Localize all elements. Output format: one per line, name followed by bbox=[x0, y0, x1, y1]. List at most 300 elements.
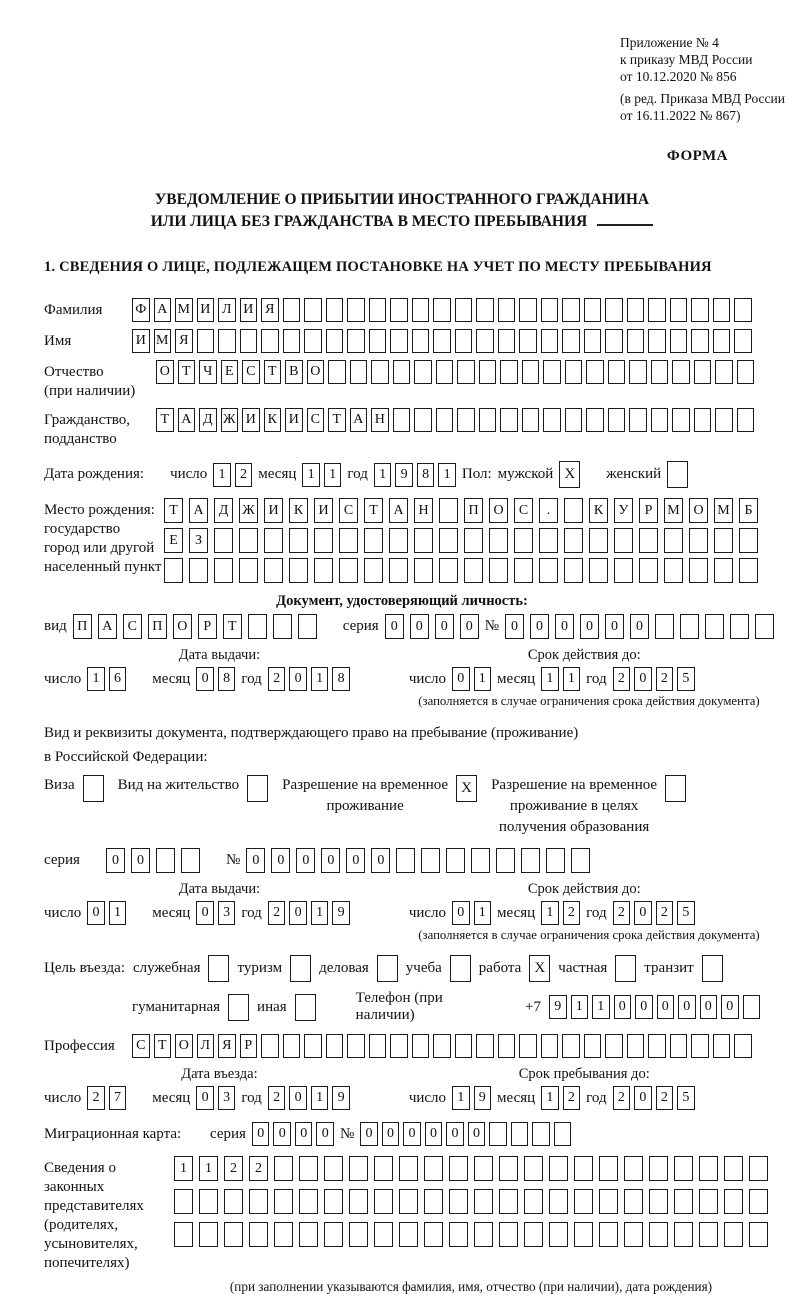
char-cell[interactable]: О bbox=[173, 614, 192, 639]
representatives-cells-row2[interactable] bbox=[174, 1189, 768, 1214]
char-cell[interactable] bbox=[519, 298, 537, 322]
char-cell[interactable]: 0 bbox=[630, 614, 649, 639]
birth-place-cells-row1[interactable] bbox=[164, 498, 758, 523]
char-cell[interactable] bbox=[599, 1156, 618, 1181]
char-cell[interactable]: Я bbox=[261, 298, 279, 322]
char-cell[interactable]: Л bbox=[218, 298, 236, 322]
char-cell[interactable]: 1 bbox=[324, 463, 342, 487]
char-cell[interactable]: 1 bbox=[474, 901, 492, 925]
char-cell[interactable] bbox=[439, 528, 458, 553]
char-cell[interactable]: 0 bbox=[678, 995, 696, 1019]
char-cell[interactable]: А bbox=[189, 498, 208, 523]
char-cell[interactable]: Е bbox=[164, 528, 183, 553]
char-cell[interactable] bbox=[672, 360, 690, 384]
birth-place-cells-row3[interactable] bbox=[164, 558, 758, 583]
char-cell[interactable]: А bbox=[350, 408, 368, 432]
char-cell[interactable] bbox=[393, 360, 411, 384]
char-cell[interactable]: 1 bbox=[474, 667, 492, 691]
char-cell[interactable] bbox=[739, 558, 758, 583]
char-cell[interactable] bbox=[433, 1034, 451, 1058]
char-cell[interactable]: Б bbox=[739, 498, 758, 523]
char-cell[interactable]: 0 bbox=[360, 1122, 378, 1146]
char-cell[interactable]: 1 bbox=[592, 995, 610, 1019]
identity-kind-cells[interactable] bbox=[73, 614, 317, 639]
char-cell[interactable] bbox=[349, 1222, 368, 1247]
char-cell[interactable]: В bbox=[285, 360, 303, 384]
checkbox-purpose-work[interactable]: X bbox=[529, 955, 550, 982]
char-cell[interactable]: 0 bbox=[385, 614, 404, 639]
char-cell[interactable] bbox=[524, 1222, 543, 1247]
char-cell[interactable]: 2 bbox=[613, 667, 631, 691]
birth-month-cells[interactable] bbox=[302, 463, 341, 487]
char-cell[interactable]: 1 bbox=[311, 901, 329, 925]
char-cell[interactable]: 2 bbox=[656, 667, 674, 691]
char-cell[interactable] bbox=[197, 329, 215, 353]
identity-series-cells[interactable] bbox=[385, 614, 479, 639]
citizenship-cells[interactable] bbox=[156, 408, 754, 432]
char-cell[interactable]: 0 bbox=[371, 848, 390, 873]
char-cell[interactable]: М bbox=[175, 298, 193, 322]
char-cell[interactable]: Ж bbox=[239, 498, 258, 523]
checkbox-residence-permit[interactable] bbox=[247, 775, 268, 802]
char-cell[interactable] bbox=[689, 558, 708, 583]
char-cell[interactable]: 0 bbox=[273, 1122, 291, 1146]
char-cell[interactable] bbox=[565, 360, 583, 384]
char-cell[interactable]: Т bbox=[364, 498, 383, 523]
char-cell[interactable] bbox=[457, 408, 475, 432]
char-cell[interactable]: 2 bbox=[613, 901, 631, 925]
char-cell[interactable] bbox=[371, 360, 389, 384]
char-cell[interactable] bbox=[224, 1189, 243, 1214]
char-cell[interactable] bbox=[539, 528, 558, 553]
char-cell[interactable]: К bbox=[264, 408, 282, 432]
char-cell[interactable] bbox=[339, 528, 358, 553]
char-cell[interactable] bbox=[289, 528, 308, 553]
identity-number-cells[interactable] bbox=[505, 614, 774, 639]
char-cell[interactable] bbox=[274, 1156, 293, 1181]
char-cell[interactable] bbox=[691, 1034, 709, 1058]
char-cell[interactable] bbox=[511, 1122, 529, 1146]
char-cell[interactable]: 9 bbox=[332, 1086, 350, 1110]
char-cell[interactable] bbox=[479, 408, 497, 432]
char-cell[interactable] bbox=[546, 848, 565, 873]
char-cell[interactable] bbox=[564, 528, 583, 553]
char-cell[interactable] bbox=[326, 329, 344, 353]
char-cell[interactable]: У bbox=[614, 498, 633, 523]
char-cell[interactable] bbox=[412, 298, 430, 322]
char-cell[interactable] bbox=[521, 848, 540, 873]
char-cell[interactable] bbox=[562, 329, 580, 353]
char-cell[interactable] bbox=[549, 1189, 568, 1214]
char-cell[interactable] bbox=[749, 1222, 768, 1247]
char-cell[interactable] bbox=[390, 298, 408, 322]
char-cell[interactable]: 0 bbox=[555, 614, 574, 639]
char-cell[interactable] bbox=[691, 298, 709, 322]
char-cell[interactable] bbox=[649, 1156, 668, 1181]
char-cell[interactable] bbox=[349, 1156, 368, 1181]
char-cell[interactable] bbox=[347, 298, 365, 322]
char-cell[interactable]: М bbox=[154, 329, 172, 353]
char-cell[interactable] bbox=[605, 1034, 623, 1058]
stay-year-cells[interactable] bbox=[613, 1086, 695, 1110]
char-cell[interactable]: И bbox=[242, 408, 260, 432]
char-cell[interactable]: 0 bbox=[452, 667, 470, 691]
char-cell[interactable] bbox=[715, 360, 733, 384]
representatives-cells-row1[interactable] bbox=[174, 1156, 768, 1181]
char-cell[interactable] bbox=[314, 558, 333, 583]
char-cell[interactable]: 3 bbox=[218, 1086, 236, 1110]
char-cell[interactable] bbox=[489, 528, 508, 553]
char-cell[interactable] bbox=[734, 298, 752, 322]
char-cell[interactable] bbox=[189, 558, 208, 583]
char-cell[interactable] bbox=[691, 329, 709, 353]
char-cell[interactable] bbox=[737, 408, 755, 432]
char-cell[interactable] bbox=[499, 1222, 518, 1247]
char-cell[interactable] bbox=[564, 558, 583, 583]
char-cell[interactable] bbox=[524, 1156, 543, 1181]
char-cell[interactable]: 0 bbox=[614, 995, 632, 1019]
char-cell[interactable]: 0 bbox=[403, 1122, 421, 1146]
char-cell[interactable] bbox=[574, 1189, 593, 1214]
char-cell[interactable] bbox=[608, 408, 626, 432]
char-cell[interactable]: И bbox=[264, 498, 283, 523]
char-cell[interactable]: И bbox=[240, 298, 258, 322]
char-cell[interactable] bbox=[496, 848, 515, 873]
char-cell[interactable]: . bbox=[539, 498, 558, 523]
char-cell[interactable] bbox=[522, 360, 540, 384]
char-cell[interactable]: О bbox=[175, 1034, 193, 1058]
checkbox-purpose-other[interactable] bbox=[295, 994, 316, 1021]
char-cell[interactable]: 2 bbox=[656, 901, 674, 925]
char-cell[interactable] bbox=[734, 329, 752, 353]
char-cell[interactable]: 1 bbox=[541, 1086, 559, 1110]
surname-cells[interactable] bbox=[132, 298, 752, 322]
char-cell[interactable] bbox=[562, 1034, 580, 1058]
char-cell[interactable]: 0 bbox=[460, 614, 479, 639]
char-cell[interactable]: А bbox=[98, 614, 117, 639]
char-cell[interactable] bbox=[724, 1189, 743, 1214]
char-cell[interactable] bbox=[571, 848, 590, 873]
char-cell[interactable] bbox=[464, 528, 483, 553]
char-cell[interactable] bbox=[239, 528, 258, 553]
char-cell[interactable]: И bbox=[285, 408, 303, 432]
char-cell[interactable]: 0 bbox=[246, 848, 265, 873]
char-cell[interactable] bbox=[714, 528, 733, 553]
char-cell[interactable] bbox=[328, 360, 346, 384]
char-cell[interactable] bbox=[713, 329, 731, 353]
char-cell[interactable]: Т bbox=[328, 408, 346, 432]
char-cell[interactable] bbox=[562, 298, 580, 322]
char-cell[interactable] bbox=[749, 1189, 768, 1214]
char-cell[interactable]: Е bbox=[221, 360, 239, 384]
char-cell[interactable] bbox=[549, 1222, 568, 1247]
char-cell[interactable] bbox=[694, 408, 712, 432]
char-cell[interactable] bbox=[181, 848, 200, 873]
char-cell[interactable] bbox=[199, 1189, 218, 1214]
char-cell[interactable] bbox=[655, 614, 674, 639]
char-cell[interactable] bbox=[489, 1122, 507, 1146]
residence-valid-day-cells[interactable] bbox=[452, 901, 491, 925]
char-cell[interactable] bbox=[289, 558, 308, 583]
char-cell[interactable] bbox=[412, 329, 430, 353]
char-cell[interactable] bbox=[514, 558, 533, 583]
char-cell[interactable] bbox=[648, 329, 666, 353]
char-cell[interactable]: 9 bbox=[549, 995, 567, 1019]
char-cell[interactable]: 2 bbox=[656, 1086, 674, 1110]
char-cell[interactable] bbox=[699, 1156, 718, 1181]
char-cell[interactable] bbox=[498, 298, 516, 322]
char-cell[interactable] bbox=[240, 329, 258, 353]
char-cell[interactable]: Т bbox=[154, 1034, 172, 1058]
residence-series-cells[interactable] bbox=[106, 848, 200, 873]
char-cell[interactable] bbox=[499, 1189, 518, 1214]
stay-day-cells[interactable] bbox=[452, 1086, 491, 1110]
char-cell[interactable] bbox=[449, 1189, 468, 1214]
char-cell[interactable]: 9 bbox=[474, 1086, 492, 1110]
char-cell[interactable] bbox=[599, 1189, 618, 1214]
char-cell[interactable] bbox=[699, 1189, 718, 1214]
char-cell[interactable] bbox=[396, 848, 415, 873]
char-cell[interactable] bbox=[674, 1189, 693, 1214]
char-cell[interactable]: 3 bbox=[218, 901, 236, 925]
char-cell[interactable] bbox=[713, 1034, 731, 1058]
char-cell[interactable] bbox=[543, 408, 561, 432]
checkbox-temp-residence[interactable]: X bbox=[456, 775, 477, 802]
checkbox-temp-residence-education[interactable] bbox=[665, 775, 686, 802]
char-cell[interactable] bbox=[586, 408, 604, 432]
char-cell[interactable]: Ф bbox=[132, 298, 150, 322]
char-cell[interactable] bbox=[624, 1156, 643, 1181]
char-cell[interactable]: 0 bbox=[316, 1122, 334, 1146]
char-cell[interactable] bbox=[649, 1189, 668, 1214]
char-cell[interactable] bbox=[399, 1156, 418, 1181]
char-cell[interactable]: 8 bbox=[417, 463, 435, 487]
char-cell[interactable] bbox=[519, 329, 537, 353]
char-cell[interactable] bbox=[489, 558, 508, 583]
char-cell[interactable] bbox=[574, 1222, 593, 1247]
char-cell[interactable]: О bbox=[156, 360, 174, 384]
char-cell[interactable]: 0 bbox=[196, 901, 214, 925]
char-cell[interactable] bbox=[605, 298, 623, 322]
char-cell[interactable]: Ч bbox=[199, 360, 217, 384]
char-cell[interactable]: 0 bbox=[530, 614, 549, 639]
char-cell[interactable] bbox=[369, 298, 387, 322]
checkbox-sex-female[interactable] bbox=[667, 461, 688, 488]
char-cell[interactable] bbox=[283, 329, 301, 353]
char-cell[interactable] bbox=[714, 558, 733, 583]
char-cell[interactable] bbox=[739, 528, 758, 553]
stay-month-cells[interactable] bbox=[541, 1086, 580, 1110]
char-cell[interactable] bbox=[543, 360, 561, 384]
char-cell[interactable] bbox=[549, 1156, 568, 1181]
char-cell[interactable] bbox=[541, 329, 559, 353]
char-cell[interactable] bbox=[699, 1222, 718, 1247]
char-cell[interactable] bbox=[705, 614, 724, 639]
char-cell[interactable] bbox=[648, 298, 666, 322]
char-cell[interactable] bbox=[439, 498, 458, 523]
char-cell[interactable] bbox=[674, 1222, 693, 1247]
char-cell[interactable] bbox=[519, 1034, 537, 1058]
char-cell[interactable] bbox=[639, 558, 658, 583]
char-cell[interactable]: 2 bbox=[613, 1086, 631, 1110]
birth-day-cells[interactable] bbox=[213, 463, 252, 487]
char-cell[interactable] bbox=[614, 528, 633, 553]
char-cell[interactable]: 0 bbox=[634, 901, 652, 925]
char-cell[interactable]: Т bbox=[264, 360, 282, 384]
birth-place-cells-row2[interactable] bbox=[164, 528, 758, 553]
char-cell[interactable]: К bbox=[589, 498, 608, 523]
char-cell[interactable]: Л bbox=[197, 1034, 215, 1058]
char-cell[interactable] bbox=[164, 558, 183, 583]
char-cell[interactable] bbox=[446, 848, 465, 873]
char-cell[interactable]: 0 bbox=[452, 901, 470, 925]
char-cell[interactable]: 2 bbox=[268, 901, 286, 925]
char-cell[interactable] bbox=[464, 558, 483, 583]
char-cell[interactable] bbox=[304, 298, 322, 322]
char-cell[interactable]: 8 bbox=[218, 667, 236, 691]
char-cell[interactable]: З bbox=[189, 528, 208, 553]
char-cell[interactable]: 1 bbox=[109, 901, 127, 925]
char-cell[interactable] bbox=[474, 1156, 493, 1181]
char-cell[interactable]: Т bbox=[178, 360, 196, 384]
char-cell[interactable] bbox=[369, 1034, 387, 1058]
checkbox-purpose-private[interactable] bbox=[615, 955, 636, 982]
char-cell[interactable] bbox=[541, 1034, 559, 1058]
char-cell[interactable]: Н bbox=[371, 408, 389, 432]
char-cell[interactable] bbox=[730, 614, 749, 639]
char-cell[interactable] bbox=[449, 1222, 468, 1247]
residence-issue-year-cells[interactable] bbox=[268, 901, 350, 925]
char-cell[interactable]: 1 bbox=[87, 667, 105, 691]
char-cell[interactable]: С bbox=[132, 1034, 150, 1058]
char-cell[interactable] bbox=[248, 614, 267, 639]
char-cell[interactable] bbox=[589, 528, 608, 553]
char-cell[interactable]: О bbox=[489, 498, 508, 523]
char-cell[interactable]: 0 bbox=[634, 667, 652, 691]
char-cell[interactable]: И bbox=[314, 498, 333, 523]
char-cell[interactable] bbox=[627, 298, 645, 322]
char-cell[interactable] bbox=[670, 298, 688, 322]
char-cell[interactable] bbox=[614, 558, 633, 583]
char-cell[interactable]: 5 bbox=[677, 1086, 695, 1110]
char-cell[interactable] bbox=[326, 298, 344, 322]
char-cell[interactable]: М bbox=[664, 498, 683, 523]
patronymic-cells[interactable] bbox=[156, 360, 754, 384]
char-cell[interactable] bbox=[524, 1189, 543, 1214]
char-cell[interactable]: Р bbox=[639, 498, 658, 523]
char-cell[interactable] bbox=[283, 298, 301, 322]
char-cell[interactable]: 0 bbox=[295, 1122, 313, 1146]
char-cell[interactable] bbox=[584, 1034, 602, 1058]
char-cell[interactable] bbox=[326, 1034, 344, 1058]
char-cell[interactable]: 1 bbox=[541, 667, 559, 691]
char-cell[interactable]: С bbox=[514, 498, 533, 523]
char-cell[interactable] bbox=[713, 298, 731, 322]
char-cell[interactable] bbox=[424, 1222, 443, 1247]
char-cell[interactable] bbox=[399, 1222, 418, 1247]
char-cell[interactable]: 0 bbox=[635, 995, 653, 1019]
char-cell[interactable] bbox=[218, 329, 236, 353]
char-cell[interactable]: 1 bbox=[541, 901, 559, 925]
char-cell[interactable] bbox=[649, 1222, 668, 1247]
char-cell[interactable] bbox=[605, 329, 623, 353]
char-cell[interactable] bbox=[439, 558, 458, 583]
char-cell[interactable]: 0 bbox=[252, 1122, 270, 1146]
char-cell[interactable] bbox=[715, 408, 733, 432]
char-cell[interactable] bbox=[586, 360, 604, 384]
char-cell[interactable] bbox=[651, 408, 669, 432]
char-cell[interactable] bbox=[414, 408, 432, 432]
char-cell[interactable] bbox=[565, 408, 583, 432]
residence-issue-month-cells[interactable] bbox=[196, 901, 235, 925]
char-cell[interactable]: 1 bbox=[438, 463, 456, 487]
char-cell[interactable] bbox=[670, 1034, 688, 1058]
char-cell[interactable]: 0 bbox=[271, 848, 290, 873]
char-cell[interactable]: 0 bbox=[425, 1122, 443, 1146]
char-cell[interactable] bbox=[627, 329, 645, 353]
char-cell[interactable] bbox=[249, 1222, 268, 1247]
given-name-cells[interactable] bbox=[132, 329, 752, 353]
char-cell[interactable]: 0 bbox=[87, 901, 105, 925]
residence-valid-month-cells[interactable] bbox=[541, 901, 580, 925]
char-cell[interactable] bbox=[724, 1156, 743, 1181]
char-cell[interactable] bbox=[499, 1156, 518, 1181]
char-cell[interactable]: Д bbox=[214, 498, 233, 523]
char-cell[interactable] bbox=[314, 528, 333, 553]
char-cell[interactable] bbox=[627, 1034, 645, 1058]
char-cell[interactable]: Т bbox=[164, 498, 183, 523]
char-cell[interactable] bbox=[670, 329, 688, 353]
char-cell[interactable]: 1 bbox=[374, 463, 392, 487]
char-cell[interactable] bbox=[389, 528, 408, 553]
char-cell[interactable] bbox=[554, 1122, 572, 1146]
phone-cells[interactable] bbox=[549, 995, 760, 1019]
char-cell[interactable]: 1 bbox=[302, 463, 320, 487]
char-cell[interactable]: П bbox=[73, 614, 92, 639]
char-cell[interactable] bbox=[374, 1222, 393, 1247]
char-cell[interactable]: Д bbox=[199, 408, 217, 432]
char-cell[interactable] bbox=[414, 528, 433, 553]
char-cell[interactable]: А bbox=[178, 408, 196, 432]
char-cell[interactable] bbox=[412, 1034, 430, 1058]
char-cell[interactable] bbox=[449, 1156, 468, 1181]
char-cell[interactable] bbox=[457, 360, 475, 384]
char-cell[interactable] bbox=[433, 329, 451, 353]
char-cell[interactable] bbox=[249, 1189, 268, 1214]
char-cell[interactable] bbox=[664, 558, 683, 583]
char-cell[interactable]: 0 bbox=[410, 614, 429, 639]
char-cell[interactable]: 2 bbox=[235, 463, 253, 487]
char-cell[interactable] bbox=[629, 360, 647, 384]
char-cell[interactable]: 0 bbox=[634, 1086, 652, 1110]
char-cell[interactable]: 7 bbox=[109, 1086, 127, 1110]
char-cell[interactable]: 2 bbox=[563, 901, 581, 925]
char-cell[interactable] bbox=[298, 614, 317, 639]
char-cell[interactable]: 2 bbox=[224, 1156, 243, 1181]
char-cell[interactable] bbox=[174, 1189, 193, 1214]
char-cell[interactable]: О bbox=[689, 498, 708, 523]
char-cell[interactable]: 9 bbox=[395, 463, 413, 487]
char-cell[interactable] bbox=[393, 408, 411, 432]
char-cell[interactable] bbox=[414, 558, 433, 583]
char-cell[interactable] bbox=[471, 848, 490, 873]
char-cell[interactable] bbox=[532, 1122, 550, 1146]
char-cell[interactable]: 2 bbox=[268, 667, 286, 691]
char-cell[interactable] bbox=[455, 1034, 473, 1058]
char-cell[interactable] bbox=[224, 1222, 243, 1247]
char-cell[interactable]: О bbox=[307, 360, 325, 384]
char-cell[interactable] bbox=[214, 528, 233, 553]
